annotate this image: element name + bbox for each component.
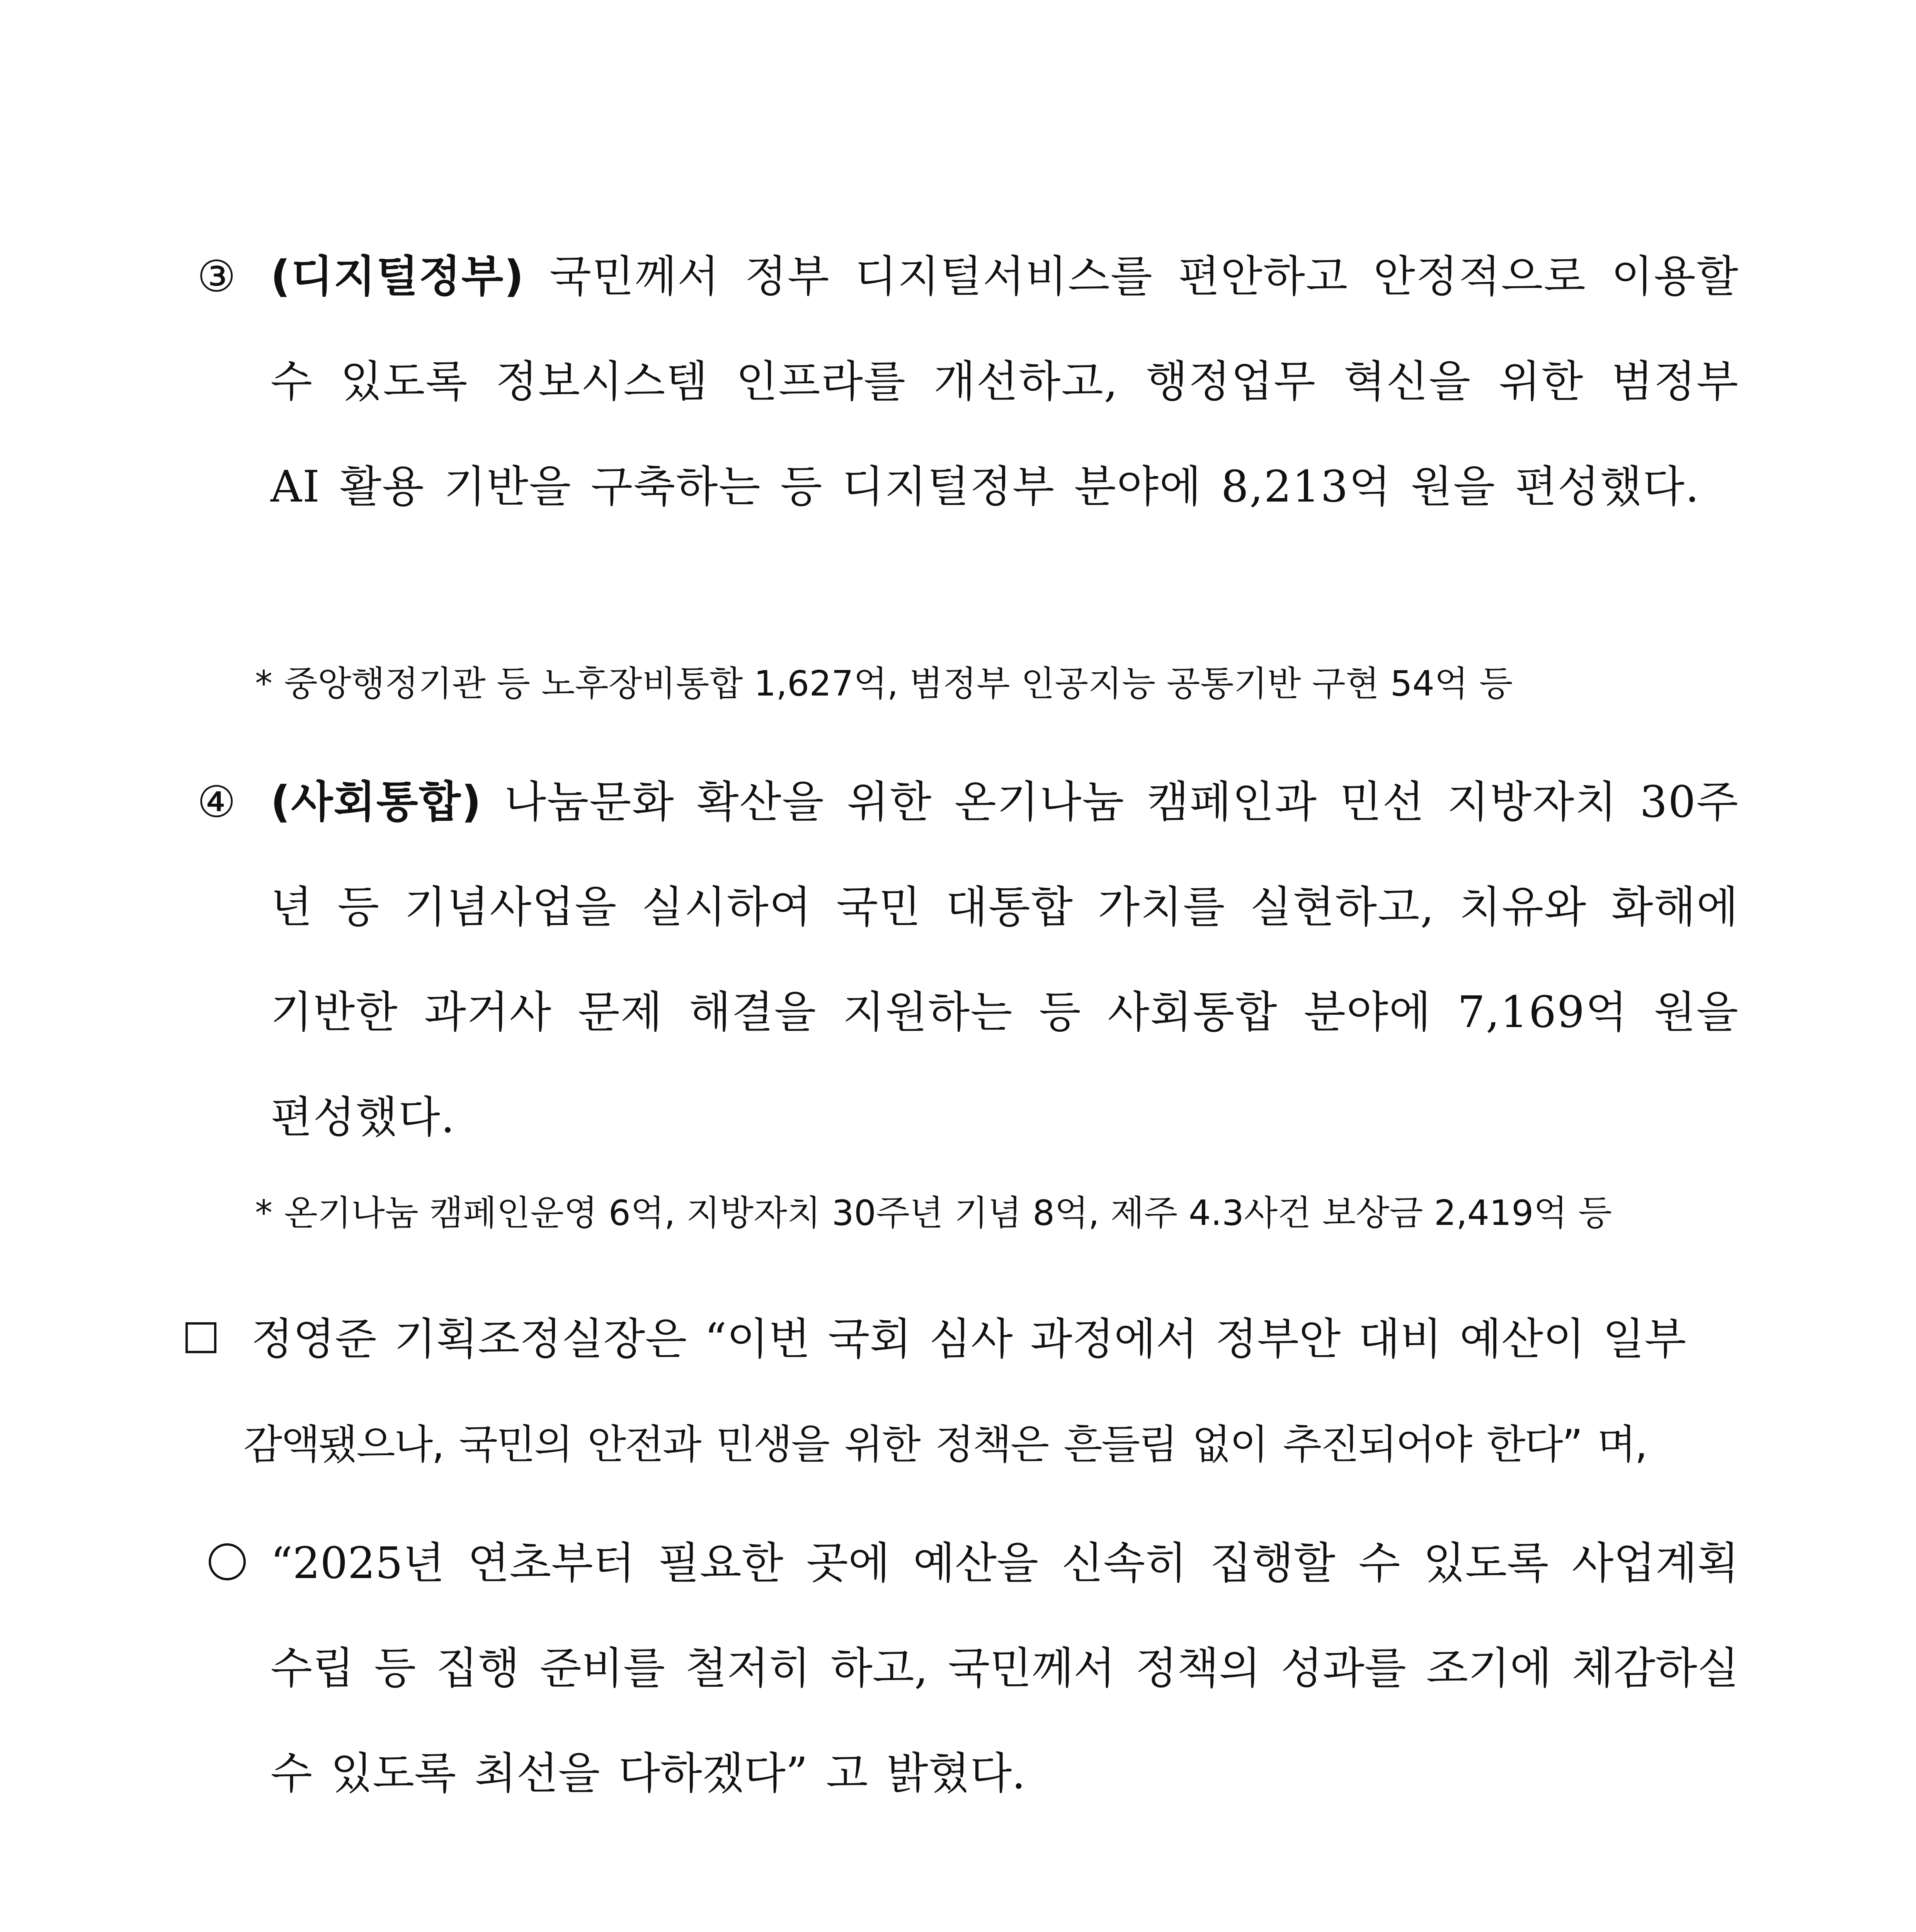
footnote-asterisk: * <box>255 1193 272 1233</box>
quote-continuation-text: “2025년 연초부터 필요한 곳에 예산을 신속히 집행할 수 있도록 사업계획 수립 등 집행 준비를 철저히 하고, 국민께서 정책의 성과를 조기에 체감하실 수 있도록 최선을 다하겠다” 고 밝혔다. <box>271 1538 1739 1799</box>
section-marker: ④ <box>197 777 236 827</box>
section-digital-government <box>197 224 1739 539</box>
section-marker: ③ <box>197 252 236 302</box>
section-title: (디지털정부) <box>271 252 525 302</box>
square-bullet-icon <box>185 1322 216 1353</box>
section-title: (사회통합) <box>271 777 482 827</box>
footnote-digital: * 중앙행정기관 등 노후장비통합 1,627억, 범정부 인공지능 공통기반 구현 54억 등 <box>255 663 1513 704</box>
section-body: (디지털정부) 국민께서 정부 디지털서비스를 편안하고 안정적으로 이용할 수 있도록 정보시스템 인프라를 개선하고, 행정업무 혁신을 위한 범정부 AI 활용 기반을 구축하는 등 디지털정부 분야에 8,213억 원을 편성했다. <box>271 252 1739 512</box>
quote-line-1: 정영준 기획조정실장은 “이번 국회 심사 과정에서 정부안 대비 예산이 일부 <box>251 1314 1686 1364</box>
footnote-asterisk: * <box>255 663 272 704</box>
quote-line-2: 감액됐으나, 국민의 안전과 민생을 위한 정책은 흔들림 없이 추진되어야 한다” 며, <box>243 1421 1647 1468</box>
section-social-integration <box>197 750 1739 1170</box>
section-body: (사회통합) 나눔문화 확산을 위한 온기나눔 캠페인과 민선 지방자치 30주년 등 기념사업을 실시하여 국민 대통합 가치를 실현하고, 치유와 화해에 기반한 과거사 문제 해결을 지원하는 등 사회통합 분야에 7,169억 원을 편성했다. <box>271 777 1739 1143</box>
quote-continuation <box>209 1511 1739 1826</box>
quote-paragraph <box>185 1287 1739 1497</box>
footnote-social: * 온기나눔 캠페인운영 6억, 지방자치 30주년 기념 8억, 제주 4.3사건 보상금 2,419억 등 <box>255 1193 1612 1233</box>
circle-bullet-icon <box>209 1543 246 1580</box>
